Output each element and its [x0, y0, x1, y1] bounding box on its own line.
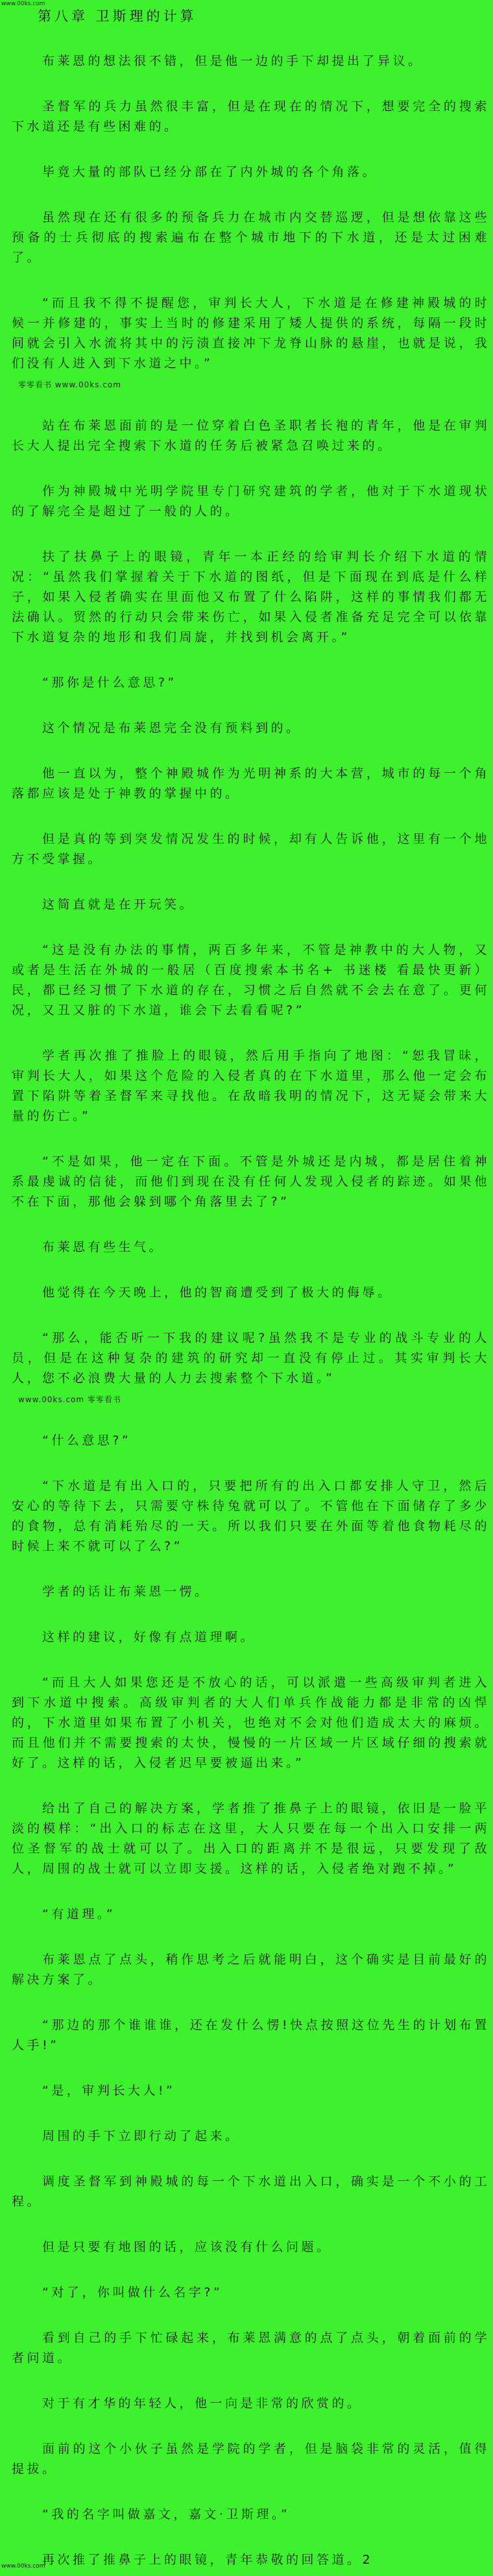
paragraph: “那么，能否听一下我的建议呢?虽然我不是专业的战斗专业的人员，但是在这种复杂的建筑的研究却一直没有停止过。其实审判长大人，您不必浪费大量的人力去搜索整个下水道。”	[12, 1331, 490, 1385]
paragraph: 调度圣督军到神殿城的每一个下水道出入口，确实是一个不小的工程。	[12, 2174, 490, 2209]
paragraph: 作为神殿城中光明学院里专门研究建筑的学者，他对于下水道现状的了解完全是超过了一般的人的。	[12, 484, 490, 518]
paragraph: “那你是什么意思?”	[42, 675, 177, 690]
paragraph: 对于有才华的年轻人，他一向是非常的欣赏的。	[42, 2396, 363, 2411]
paragraph: 布莱恩有些生气。	[42, 1240, 165, 1254]
paragraph: “我的名字叫做嘉文，嘉文·卫斯理。”	[42, 2507, 291, 2521]
watermark-line: www.00ks.com 零零看书	[18, 1395, 121, 1404]
paragraph: “有道理。”	[42, 1907, 116, 1921]
paragraph: 虽然现在还有很多的预备兵力在城市内交替巡逻，但是想依靠这些预备的士兵彻底的搜索遍布在整个城市地下的下水道，还是太过困难了。	[12, 210, 490, 265]
paragraph: “对了，你叫做什么名字?”	[42, 2285, 223, 2300]
paragraph: 布莱恩的想法很不错，但是他一边的手下却提出了异议。	[42, 54, 424, 68]
paragraph: “不是如果，他一定在下面。不管是外城还是内城，都是居住着神系最虔诚的信徒，而他们到现在没有任何人发现入侵者的踪迹。如果他不在下面，那他会躲到哪个角落里去了?”	[12, 1154, 490, 1209]
paragraph: 面前的这个小伙子虽然是学院的学者，但是脑袋非常的灵活，值得提拔。	[12, 2442, 490, 2476]
watermark-bottom: www.00ks.com	[1, 2563, 45, 2570]
paragraph: 但是真的等到突发情况发生的时候，却有人告诉他，这里有一个地方不受掌握。	[12, 832, 490, 866]
paragraph: 学者再次推了推脸上的眼镜，然后用手指向了地图：“恕我冒昧，审判长大人，如果这个危险的入侵者真的在下水道里，那么他一定会布置下陷阱等着圣督军来寻找他。在敌暗我明的情况下，这无疑会带来大量的伤亡。”	[12, 1049, 490, 1123]
paragraph: “什么意思?”	[42, 1433, 132, 1448]
paragraph: “下水道是有出入口的，只要把所有的出入口都安排人守卫，然后安心的等待下去，只需要守株待兔就可以了。不管他在下面储存了多少的食物，总有消耗殆尽的一天。所以我们只要在外面等着他食物耗尽的时候上来不就可以了么?”	[12, 1479, 490, 1553]
paragraph: 学者的话让布莱恩一愣。	[42, 1585, 210, 1599]
paragraph: 但是只要有地图的话，应该没有什么问题。	[42, 2240, 332, 2254]
paragraph: 这个情况是布莱恩完全没有预料到的。	[42, 721, 302, 735]
paragraph: 再次推了推鼻子上的眼镜，青年恭敬的回答道。2	[42, 2553, 374, 2567]
paragraph: 站在布莱恩面前的是一位穿着白色圣职者长袍的青年，他是在审判长大人提出完全搜索下水道的任务后被紧急召唤过来的。	[12, 419, 490, 453]
paragraph: “是，审判长大人!”	[42, 2084, 176, 2098]
paragraph: 布莱恩点了点头，稍作思考之后就能明白，这个确实是目前最好的解决方案了。	[12, 1952, 490, 1987]
paragraph: “而且我不得不提醒您，审判长大人，下水道是在修建神殿城的时候一并修建的，事实上当时的修建采用了矮人提供的系统，每隔一段时间就会引入水流将其中的污渍直接冲下龙脊山脉的悬崖，也就是说，我们没有人进入到下水道之中。”	[12, 296, 490, 371]
watermark-top: www.00ks.com	[1, 1, 45, 7]
paragraph: 这样的建议，好像有点道理啊。	[42, 1630, 256, 1644]
paragraph: 周围的手下立即行动了起来。	[42, 2129, 241, 2143]
paragraph: 圣督军的兵力虽然很丰富，但是在现在的情况下，想要完全的搜索下水道还是有些困难的。	[12, 99, 490, 134]
paragraph: 给出了自己的解决方案，学者推了推鼻子上的眼镜，依旧是一脸平淡的模样：“出入口的标志在这里，大人只要在每一个出入口安排一两位圣督军的战士就可以了。出入口的距离并不是很远，只要发现了敌人，周围的战士就可以立即支援。这样的话，入侵者绝对跑不掉。”	[12, 1801, 490, 1876]
paragraph: 看到自己的手下忙碌起来，布莱恩满意的点了点头，朝着面前的学者问道。	[12, 2331, 490, 2365]
paragraph: 扶了扶鼻子上的眼镜，青年一本正经的给审判长介绍下水道的情况：“虽然我们掌握着关于下水道的图纸，但是下面现在到底是什么样子，如果入侵者确实在里面他又布置了什么陷阱，这样的事情我们都无法确认。贸然的行动只会带来伤亡，如果入侵者准备充足完全可以依靠下水道复杂的地形和我们周旋，并找到机会离开。”	[12, 550, 490, 644]
paragraph: 这简直就是在开玩笑。	[42, 897, 195, 912]
paragraph: 他觉得在今天晚上，他的智商遭受到了极大的侮辱。	[42, 1285, 393, 1300]
watermark-line: 零零看书 www.00ks.com	[18, 380, 121, 389]
paragraph: 毕竟大量的部队已经分部在了内外城的各个角落。	[42, 165, 378, 179]
paragraph: “而且大人如果您还是不放心的话，可以派遣一些高级审判者进入到下水道中搜索。高级审判者的大人们单兵作战能力都是非常的凶悍的，下水道里如果布置了小机关，也绝对不会对他们造成太大的麻烦。而且他们并不需要搜索的太快，慢慢的一片区域一片区域仔细的搜索就好了。这样的话，入侵者迟早要被逼出来。”	[12, 1675, 490, 1770]
paragraph: “这是没有办法的事情，两百多年来，不管是神教中的大人物，又或者是生活在外城的一般居（百度搜索本书名+ 书迷楼 看最快更新）民，都已经习惯了下水道的存在，习惯之后自然就不会去在意了。更何况，又丑又脏的下水道，谁会下去看看呢?”	[12, 943, 490, 1017]
paragraph: “那边的那个谁谁谁，还在发什么愣!快点按照这位先生的计划布置人手!”	[12, 2018, 490, 2052]
chapter-title: 第八章 卫斯理的计算	[38, 8, 197, 24]
paragraph: 他一直以为，整个神殿城作为光明神系的大本营，城市的每一个角落都应该是处于神教的掌握中的。	[12, 766, 490, 801]
